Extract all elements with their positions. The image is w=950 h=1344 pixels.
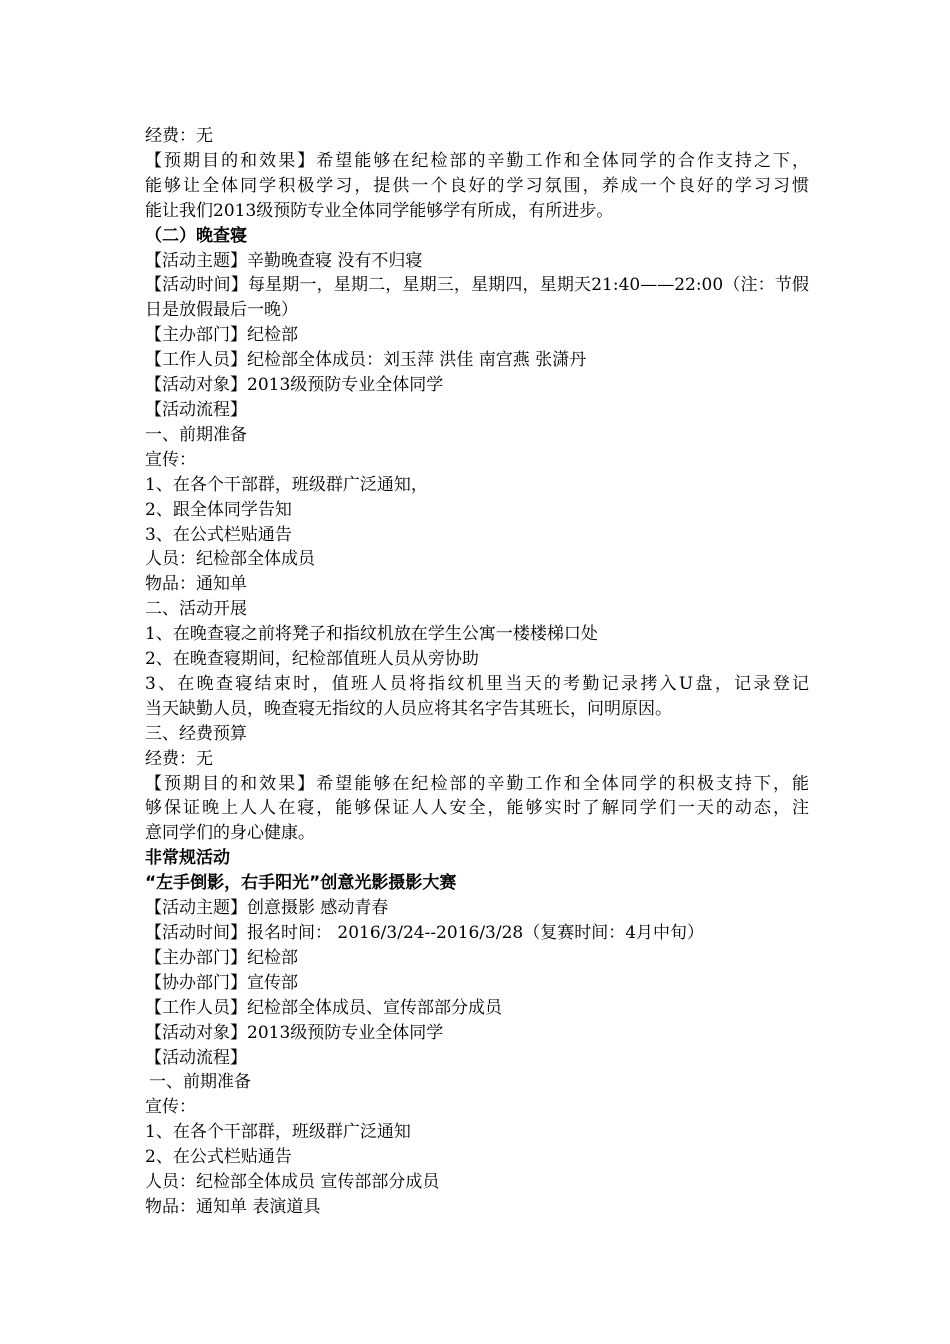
text-line: 够保证晚上人人在寝，能够保证人人安全，能够实时了解同学们一天的动态，注 [145,798,809,819]
text-line: 一、前期准备 [145,424,247,445]
text-line: 【活动主题】辛勤晚查寝 没有不归寝 [145,250,423,271]
text-line: 【活动流程】 [145,1047,247,1068]
text-line: 【活动对象】2013级预防专业全体同学 [145,1022,444,1043]
text-line: 宣传： [145,449,196,470]
text-line: 【活动时间】每星期一，星期二，星期三，星期四，星期天21:40——22:00（注：节假 [145,275,809,296]
text-line: 3、在晚查寝结束时，值班人员将指纹机里当天的考勤记录拷入U盘，记录登记 [145,673,809,694]
text-line: 经费：无 [145,126,213,146]
activity-title: “左手倒影，右手阳光”创意光影摄影大赛 [145,873,457,894]
text-line: 【主办部门】纪检部 [145,325,298,346]
text-line: 经费：无 [145,748,213,769]
text-line: 人员：纪检部全体成员 宣传部部分成员 [145,1172,440,1193]
text-line: 能够让全体同学积极学习，提供一个良好的学习氛围，养成一个良好的学习习惯 [145,175,809,196]
text-line: 日是放假最后一晚） [145,300,298,321]
text-line: 2、在公式栏贴通告 [145,1147,292,1168]
text-line: 1、在各个干部群，班级群广泛通知 [145,1122,411,1143]
text-line: 【活动对象】2013级预防专业全体同学 [145,375,444,396]
text-line: 1、在各个干部群，班级群广泛通知， [145,474,428,495]
text-line: 当天缺勤人员，晚查寝无指纹的人员应将其名字告其班长，问明原因。 [145,698,672,719]
text-line: 【活动主题】创意摄影 感动青春 [145,898,389,919]
text-line: 【工作人员】纪检部全体成员、宣传部部分成员 [145,997,502,1018]
text-line: 二、活动开展 [145,599,247,620]
text-line: 意同学们的身心健康。 [145,823,315,844]
text-line: 物品：通知单 表演道具 [145,1196,321,1217]
text-line: 【主办部门】纪检部 [145,947,298,968]
text-line: 宣传： [145,1097,196,1118]
section-heading: 非常规活动 [145,848,230,869]
text-line: 三、经费预算 [145,723,247,744]
text-line: 3、在公式栏贴通告 [145,524,292,545]
section-heading: （二）晚查寝 [145,225,247,246]
text-line: 物品：通知单 [145,574,247,595]
text-line: 1、在晚查寝之前将凳子和指纹机放在学生公寓一楼楼梯口处 [145,624,598,645]
text-line: 【活动流程】 [145,399,247,420]
text-line: 人员：纪检部全体成员 [145,549,315,570]
text-line: 【工作人员】纪检部全体成员：刘玉萍 洪佳 南宫燕 张潇丹 [145,350,587,371]
text-line: 【活动时间】报名时间： 2016/3/24--2016/3/28（复赛时间：4月中旬） [145,923,705,943]
text-line: 【预期目的和效果】希望能够在纪检部的辛勤工作和全体同学的积极支持下，能 [145,773,809,794]
text-line: 2、跟全体同学告知 [145,499,292,520]
text-line: 一、前期准备 [149,1072,251,1093]
text-line: 能让我们2013级预防专业全体同学能够学有所成，有所进步。 [145,200,614,221]
document-page [145,124,809,1220]
text-line: 2、在晚查寝期间，纪检部值班人员从旁协助 [145,649,479,670]
text-line: 【预期目的和效果】希望能够在纪检部的辛勤工作和全体同学的合作支持之下， [145,150,809,171]
text-line: 【协办部门】宣传部 [145,972,298,993]
